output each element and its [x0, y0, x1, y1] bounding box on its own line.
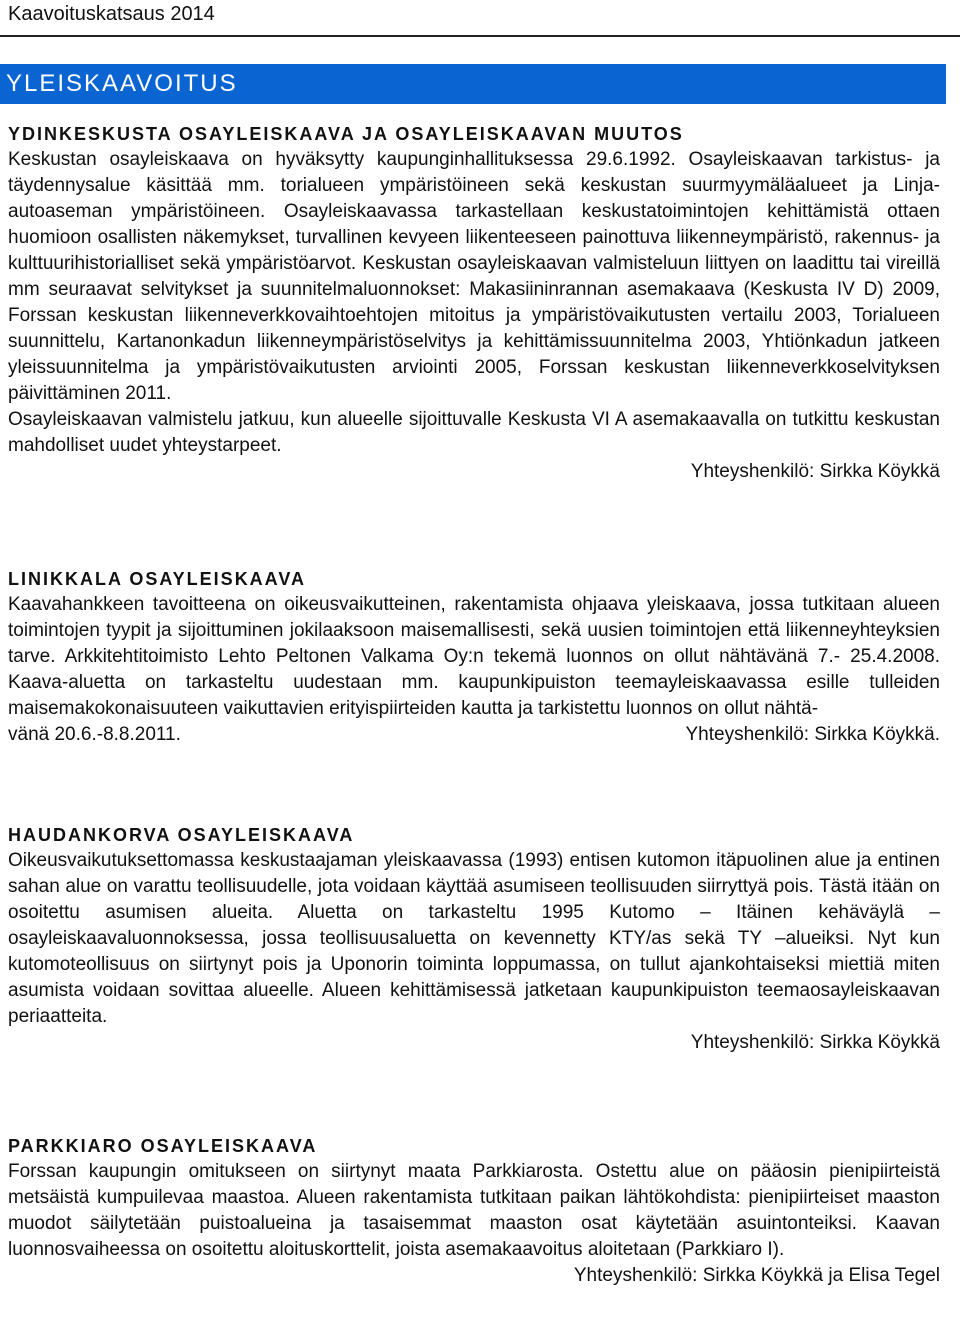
section-paragraph: Forssan kaupungin omitukseen on siirtynyt maata Parkkiarosta. Ostettu alue on pääosin pienipiirteistä metsäistä kumpuilevaa maastoa. Alueen rakentamista tutkitaan paikan lähtökohdista: pienipiirteiset maaston muodot säilytetään puistoalueina ja tasaisemmat maaston osat käytetään asuintonteiksi. Kaavan luonnosvaiheessa on osoitettu aloituskorttelit, joista asemakaavoitus aloitetaan (Parkkiaro I).	[8, 1161, 940, 1260]
contact-person: Yhteyshenkilö: Sirkka Köykkä ja Elisa Tegel	[573, 1265, 940, 1286]
section-paragraph: Kaavahankkeen tavoitteena on oikeusvaikutteinen, rakentamista ohjaava yleiskaava, jossa tutkitaan alueen toimintojen tyypit ja sijoittuminen jokilaaksoon maisemallisesti, sekä uusien toimintojen että liikenneyhteyksien tarve. Arkkitehtitoimisto Lehto Peltonen Valkama Oy:n tekemä luonnos on ollut nähtävänä 7.- 25.4.2008. Kaava-aluetta on tarkasteltu uudestaan mm. kaupunkipuiston teemayleiskaavassa esille tulleiden maisemakokonaisuuteen vaikuttavien erityispiirteiden kautta ja tarkistettu luonnos on ollut nähtä-	[8, 594, 940, 719]
section-paragraph: Keskustan osayleiskaava on hyväksytty kaupunginhallituksessa 29.6.1992. Osayleiskaavan tarkistus- ja täydennysalue käsittää mm. torialueen ympäristöineen sekä keskustan suurmyymäläalueet ja Linja-autoaseman ympäristöineen. Osayleiskaavassa tarkastellaan keskustatoimintojen kehittämistä ottaen huomioon osallisten näkemykset, turvallinen kevyeen liikenteeseen painottuva liikenneympäristö, rakennus- ja kulttuurihistorialliset sekä ympäristöarvot. Keskustan osayleiskaavan valmisteluun liittyen on laadittu tai vireillä mm seuraavat selvitykset ja suunnitelmaluonnokset: Makasiininrannan asemakaava (Keskusta IV D) 2009, Forssan keskustan liikenneverkkovaihtoehtojen mitoitus ja ympäristövaikutusten vertailu 2003, Torialueen suunnittelu, Kartanonkadun liikenneympäristöselvitys ja kehittämissuunnitelma 2003, Yhtiönkadun jatkeen yleissuunnitelma ja ympäristövaikutusten arviointi 2005, Forssan keskustan liikenneverkkoselvityksen päivittäminen 2011.	[8, 149, 940, 404]
header-divider	[0, 35, 960, 37]
section-linikkala	[8, 566, 940, 748]
section-title: YDINKESKUSTA OSAYLEISKAAVA JA OSAYLEISKAAVAN MUUTOS	[8, 124, 684, 144]
section-last-line-text: vänä 20.6.-8.8.2011.	[8, 724, 181, 745]
section-ydinkeskusta	[8, 121, 940, 485]
section-haudankorva	[8, 822, 940, 1056]
page-header-title: Kaavoituskatsaus 2014	[8, 3, 215, 25]
section-banner: YLEISKAAVOITUS	[0, 64, 946, 104]
section-paragraph: Oikeusvaikutuksettomassa keskustaajaman yleiskaavassa (1993) entisen kutomon itäpuolinen alue ja entinen sahan alue on varattu teollisuudelle, jota voidaan käyttää asumiseen teollisuuden siirryttyä pois. Tästä itään on osoitettu asumisen alueita. Aluetta on tarkasteltu 1995 Kutomo – Itäinen kehäväylä –osayleiskaavaluonnoksessa, jossa teollisuusaluetta on kevennetty KTY/as sekä TY –alueiksi. Nyt kun kutomoteollisuus on siirtynyt pois ja Uponorin toiminta loppumassa, on tullut ajankohtaiseksi miettiä miten asumista voidaan sovittaa alueelle. Alueen kehittämisessä jatketaan kaupunkipuiston teemaosayleiskaavan periaatteita.	[8, 850, 940, 1027]
section-last-line	[8, 722, 940, 748]
contact-person: Yhteyshenkilö: Sirkka Köykkä	[690, 1032, 940, 1053]
section-title: PARKKIARO OSAYLEISKAAVA	[8, 1136, 318, 1156]
section-title: LINIKKALA OSAYLEISKAAVA	[8, 569, 307, 589]
section-parkkiaro	[8, 1133, 940, 1289]
section-title: HAUDANKORVA OSAYLEISKAAVA	[8, 825, 355, 845]
contact-person: Yhteyshenkilö: Sirkka Köykkä.	[685, 724, 940, 745]
contact-person: Yhteyshenkilö: Sirkka Köykkä	[690, 461, 940, 482]
section-paragraph: Osayleiskaavan valmistelu jatkuu, kun alueelle sijoittuvalle Keskusta VI A asemakaavalla on tutkittu keskustan mahdolliset uudet yhteystarpeet.	[8, 409, 940, 456]
